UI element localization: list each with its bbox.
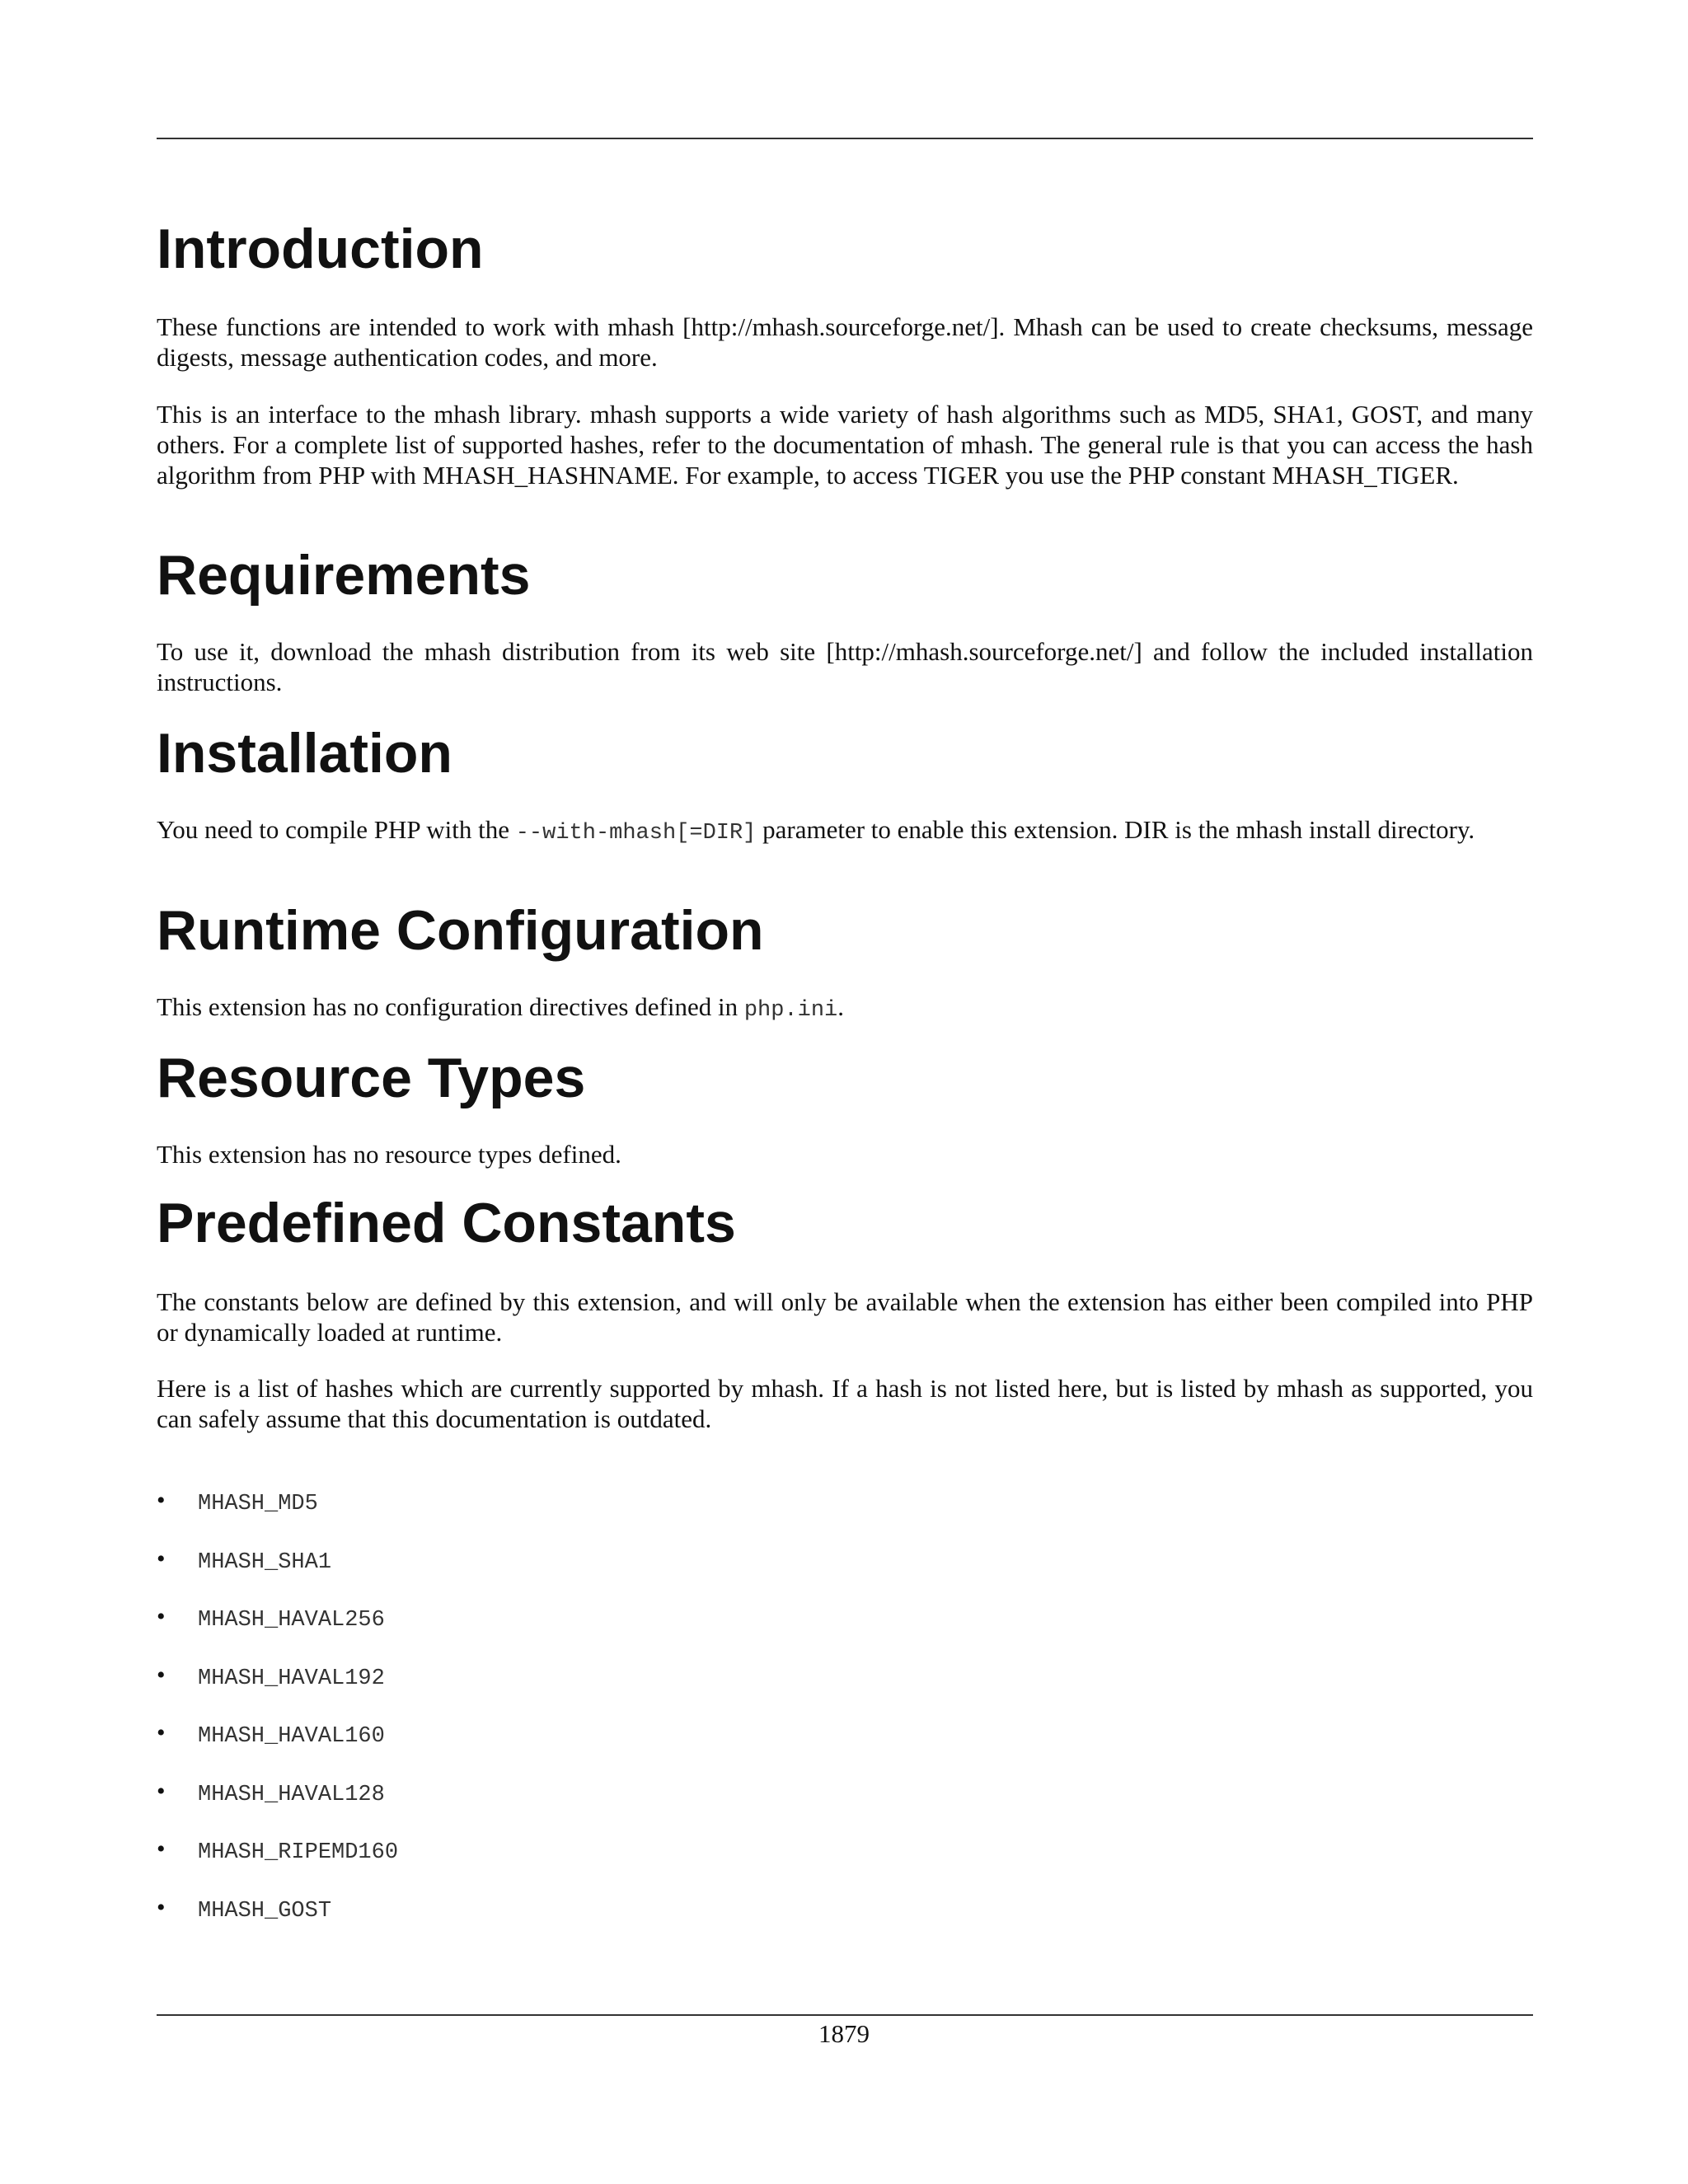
constant-name: MHASH_HAVAL128 <box>198 1782 385 1807</box>
bullet-icon: • <box>157 1603 166 1630</box>
predefined-constants-paragraph-1: The constants below are defined by this extension, and will only be available when the extension has either been compiled into PHP or dynamically loaded at runtime. <box>157 1287 1533 1347</box>
runtime-text-after: . <box>837 992 844 1021</box>
introduction-paragraph-2: This is an interface to the mhash library. mhash supports a wide variety of hash algorithms such as MD5, SHA1, GOST, and many others. For a complete list of supported hashes, refer to the documentation of mhash. The general rule is that you can access the hash algorithm from PHP with MHASH_HASHNAME. For example, to access TIGER you use the PHP constant MHASH_TIGER. <box>157 400 1533 490</box>
constant-name: MHASH_GOST <box>198 1898 332 1924</box>
constant-name: MHASH_SHA1 <box>198 1549 332 1575</box>
constant-name: MHASH_HAVAL192 <box>198 1666 385 1691</box>
installation-heading: Installation <box>157 722 452 785</box>
requirements-paragraph: To use it, download the mhash distribution from its web site [http://mhash.sourceforge.net/] and follow the included installation instructions. <box>157 637 1533 696</box>
resource-types-heading: Resource Types <box>157 1047 586 1109</box>
requirements-heading: Requirements <box>157 544 531 607</box>
resource-types-paragraph: This extension has no resource types defined. <box>157 1140 621 1169</box>
installation-text-before: You need to compile PHP with the <box>157 815 516 844</box>
php-ini-code: php.ini <box>743 998 838 1023</box>
header-rule <box>157 138 1533 139</box>
bullet-icon: • <box>157 1544 166 1572</box>
runtime-text-before: This extension has no configuration directives defined in <box>157 992 744 1021</box>
installation-paragraph <box>157 814 1533 849</box>
bullet-icon: • <box>157 1893 166 1921</box>
constant-name: MHASH_HAVAL160 <box>198 1724 385 1749</box>
bullet-icon: • <box>157 1719 166 1746</box>
introduction-paragraph-1: These functions are intended to work with mhash [http://mhash.sourceforge.net/]. Mhash can be used to create checksums, message digests, message authentication codes, and more. <box>157 312 1533 372</box>
bullet-icon: • <box>157 1835 166 1863</box>
bullet-icon: • <box>157 1777 166 1805</box>
introduction-heading: Introduction <box>157 218 484 280</box>
constant-name: MHASH_HAVAL256 <box>198 1608 385 1633</box>
installation-code: --with-mhash[=DIR] <box>515 821 757 846</box>
predefined-constants-heading: Predefined Constants <box>157 1192 736 1254</box>
bullet-icon: • <box>157 1487 166 1514</box>
installation-text-after: parameter to enable this extension. DIR is the mhash install directory. <box>756 815 1475 844</box>
runtime-configuration-paragraph <box>157 991 1533 1026</box>
runtime-configuration-heading: Runtime Configuration <box>157 899 764 962</box>
constant-name: MHASH_RIPEMD160 <box>198 1840 399 1865</box>
page-number: 1879 <box>818 2019 870 2048</box>
predefined-constants-paragraph-2: Here is a list of hashes which are currently supported by mhash. If a hash is not listed here, but is listed by mhash as supported, you can safely assume that this documentation is outdated. <box>157 1374 1533 1433</box>
constant-name: MHASH_MD5 <box>198 1492 318 1516</box>
bullet-icon: • <box>157 1661 166 1689</box>
